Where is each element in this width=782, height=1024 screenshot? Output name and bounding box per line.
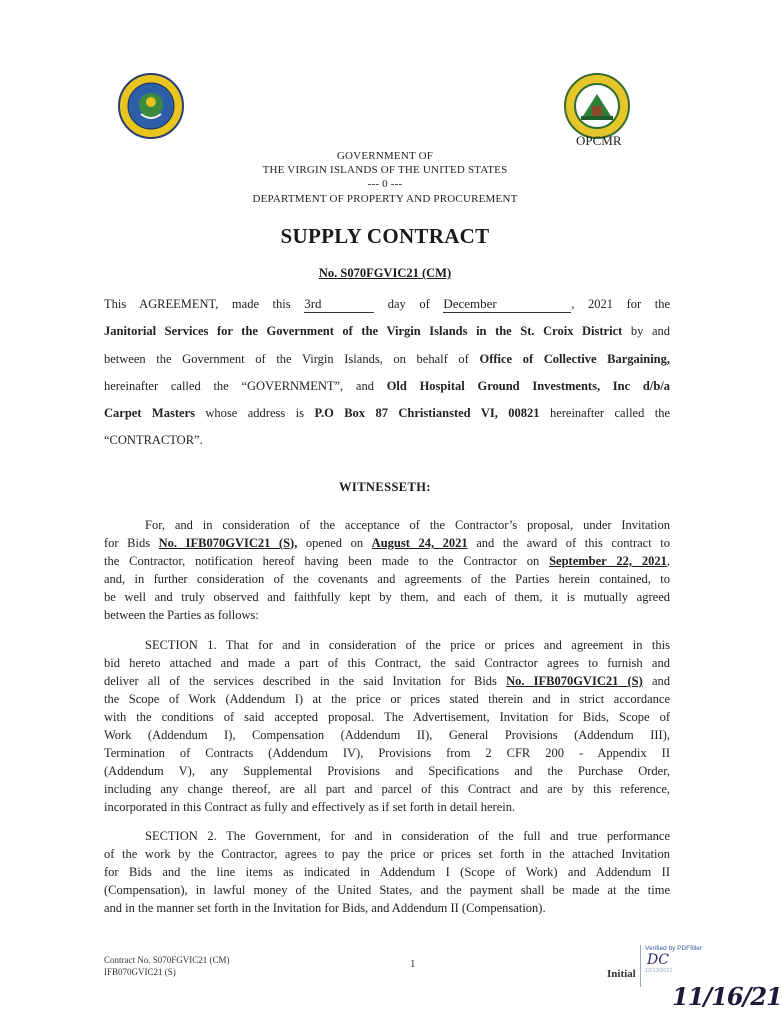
section1-line-1: SECTION 1. That for and in consideration of the price or prices and agreement in this [145, 638, 670, 652]
day-field: 3rd [304, 296, 374, 313]
footer-ifb-no: IFB070GVIC21 (S) [104, 967, 176, 977]
contractor-name: Old Hospital Ground Investments, Inc d/b/a [386, 379, 670, 393]
government-seal-left [117, 72, 185, 140]
section2-line-2: of the work by the Contractor, agrees to pay the price or prices set forth in the attached Invitation [104, 847, 670, 861]
section1-line-4: the Scope of Work (Addendum I) at the price or prices stated therein and in strict accordance [104, 692, 670, 706]
agreement-line-4: hereinafter called the “GOVERNMENT”, and Old Hospital Ground Investments, Inc d/b/a [104, 379, 670, 393]
recital-line-3: the Contractor, notification hereof having been made to the Contractor on September 22, 2021, [104, 554, 670, 568]
notification-date: September 22, 2021 [549, 554, 667, 568]
recital-line-2: for Bids No. IFB070GVIC21 (S), opened on August 24, 2021 and the award of this contract to [104, 536, 670, 550]
page-number: 1 [410, 958, 416, 970]
footer-contract-no: Contract No. S070FGVIC21 (CM) [104, 955, 230, 965]
agreement-line-5: Carpet Masters whose address is P.O Box 87 Christiansted VI, 00821 hereinafter called the [104, 406, 671, 420]
recital-line-6: between the Parties as follows: [104, 608, 259, 622]
section1-line-9: including any change thereof, are all part and parcel of this Contract and are by this reference, [104, 782, 670, 796]
section2-line-3: for Bids and the line items as indicated in Addendum I (Scope of Work) and Addendum II [104, 865, 670, 879]
agreement-line-6: “CONTRACTOR”. [104, 433, 203, 447]
opened-date: August 24, 2021 [371, 536, 468, 550]
verified-date: 12/13/2021 [645, 968, 673, 974]
section1-line-3: deliver all of the services described in the said Invitation for Bids No. IFB070GVIC21 (S) and [104, 674, 670, 688]
document-title: SUPPLY CONTRACT [280, 224, 490, 248]
agreement-line-1: This AGREEMENT, made this 3rd day of December , 2021 for the [104, 296, 670, 311]
ifb-number: No. IFB070GVIC21 (S), [158, 536, 298, 550]
ifb-number-2: No. IFB070GVIC21 (S) [506, 674, 643, 688]
section1-line-5: with the conditions of said accepted proposal. The Advertisement, Invitation for Bids, Scope of [104, 710, 670, 724]
section2-line-1: SECTION 2. The Government, for and in consideration of the full and true performance [145, 829, 670, 843]
recital-line-4: and, in further consideration of the covenants and agreements of the Parties herein contained, to [104, 572, 670, 586]
contractor-address: P.O Box 87 Christiansted VI, 00821 [314, 406, 540, 420]
section1-line-8: (Addendum V), any Supplemental Provisions and Specifications and the Purchase Order, [104, 764, 670, 778]
contractor-dba: Carpet Masters [104, 406, 195, 420]
verified-text: Verified by PDFfiller [645, 945, 703, 952]
agreement-line-3: between the Government of the Virgin Islands, on behalf of Office of Collective Bargaining, [104, 352, 671, 366]
services-description: Janitorial Services for the Government of the Virgin Islands in the St. Croix District [104, 324, 623, 338]
header-line-4: DEPARTMENT OF PROPERTY AND PROCUREMENT [252, 193, 518, 205]
verified-box [640, 945, 731, 987]
office-name: Office of Collective Bargaining, [479, 352, 671, 366]
header-line-1: GOVERNMENT OF [336, 150, 434, 162]
recital-line-1: For, and in consideration of the acceptance of the Contractor’s proposal, under Invitation [145, 518, 670, 532]
handwritten-date: 11/16/21 [672, 982, 782, 1011]
initial-label: Initial [607, 968, 636, 980]
opcmr-caption: OPCMR [576, 133, 622, 148]
section1-line-2: bid hereto attached and made a part of this Contract, the said Contractor agrees to furnish and [104, 656, 670, 670]
section1-line-6: Work (Addendum I), Compensation (Addendum II), General Provisions (Addendum III), [104, 728, 670, 742]
section2-line-5: and in the manner set forth in the Invitation for Bids, and Addendum II (Compensation). [104, 901, 546, 915]
procurement-seal-right [563, 72, 631, 140]
witnesseth-heading: WITNESSETH: [339, 480, 431, 494]
recital-line-5: be well and truly observed and faithfully kept by them, and each of them, it is mutually agreed [104, 590, 670, 604]
header-line-3: --- 0 --- [367, 178, 403, 190]
contract-number: No. S070FGVIC21 (CM) [318, 266, 452, 280]
section1-line-7: Termination of Contracts (Addendum IV), Provisions from 2 CFR 200 - Appendix II [104, 746, 670, 760]
header-line-2: THE VIRGIN ISLANDS OF THE UNITED STATES [262, 164, 508, 176]
section2-line-4: (Compensation), in lawful money of the United States, and the payment shall be made at the time [104, 883, 670, 897]
initials-signature: DC [647, 952, 669, 968]
section1-line-10: incorporated in this Contract as fully and effectively as if set forth in detail herein. [104, 800, 516, 814]
month-field: December [443, 296, 571, 313]
agreement-line-2: Janitorial Services for the Government of the Virgin Islands in the St. Croix District by and [104, 324, 670, 338]
